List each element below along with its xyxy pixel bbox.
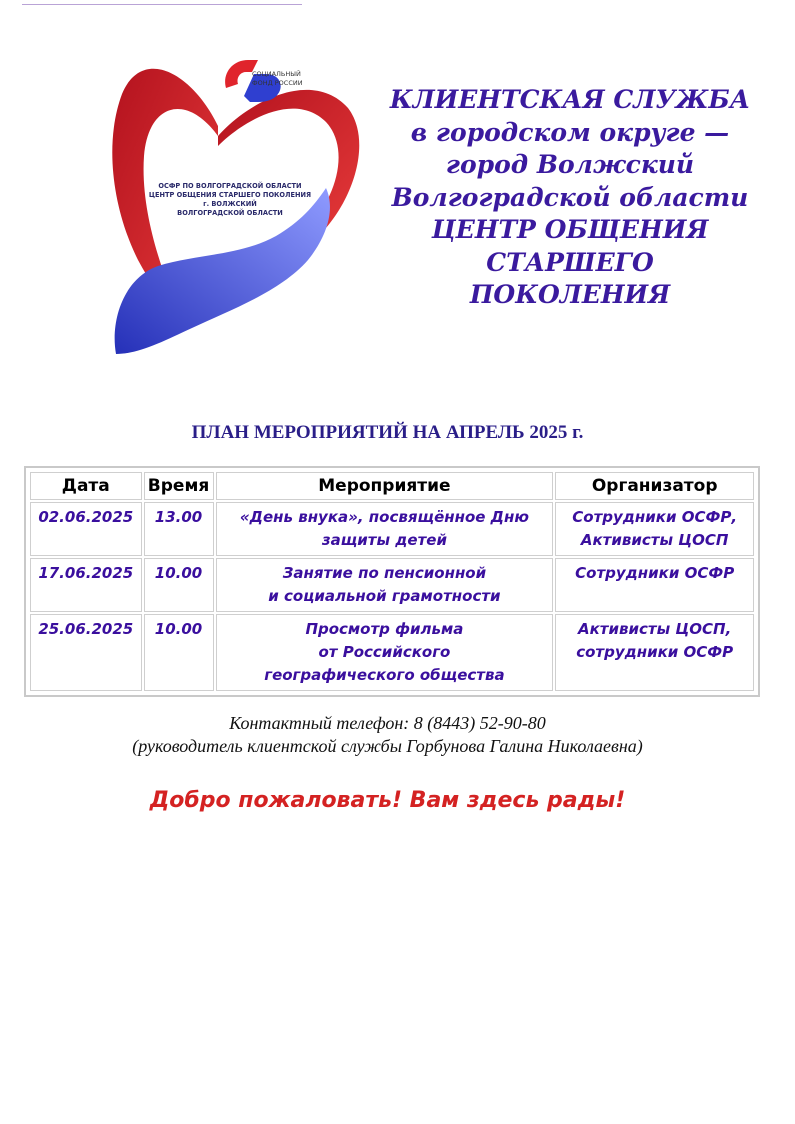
- logo-org-line-3: г. ВОЛЖСКИЙ: [203, 200, 257, 208]
- column-header-event: Мероприятие: [216, 472, 554, 500]
- column-header-date: Дата: [30, 472, 142, 500]
- cell-event: [216, 558, 554, 612]
- organizer-line: Сотрудники ОСФР: [575, 564, 735, 582]
- header-line: город Волжский: [445, 150, 695, 179]
- cell-time: 10.00: [144, 558, 214, 612]
- header-line: ПОКОЛЕНИЯ: [469, 280, 671, 309]
- event-line: защиты детей: [321, 531, 447, 549]
- table-row: [30, 614, 754, 691]
- cell-time: 10.00: [144, 614, 214, 691]
- cell-organizer: [555, 614, 754, 691]
- column-header-organizer: Организатор: [555, 472, 754, 500]
- cell-time: 13.00: [144, 502, 214, 556]
- logo-brand-line-2: ФОНД РОССИИ: [252, 79, 303, 87]
- column-header-time: Время: [144, 472, 214, 500]
- sfr-heart-logo: [100, 38, 370, 368]
- cell-date: 17.06.2025: [30, 558, 142, 612]
- organizer-line: сотрудники ОСФР: [576, 643, 734, 661]
- contact-phone: Контактный телефон: 8 (8443) 52-90-80: [229, 713, 546, 733]
- cell-date: 02.06.2025: [30, 502, 142, 556]
- header-line: в городском округе —: [410, 117, 730, 147]
- contact-manager: (руководитель клиентской службы Горбунова Галина Николаевна): [132, 736, 643, 756]
- cell-event: [216, 614, 554, 691]
- table-row: [30, 502, 754, 556]
- header-line: СТАРШЕГО: [486, 247, 654, 277]
- cell-organizer: [555, 502, 754, 556]
- logo-brand-line-1: СОЦИАЛЬНЫЙ: [252, 70, 301, 78]
- header-line: КЛИЕНТСКАЯ СЛУЖБА: [389, 85, 751, 114]
- logo-org-line-4: ВОЛГОГРАДСКОЙ ОБЛАСТИ: [177, 209, 283, 217]
- logo-org-line-1: ОСФР ПО ВОЛГОГРАДСКОЙ ОБЛАСТИ: [158, 182, 302, 190]
- table-header-row: [30, 472, 754, 500]
- event-line: географического общества: [264, 666, 505, 684]
- header-line: Волгоградской области: [391, 182, 749, 212]
- cell-event: [216, 502, 554, 556]
- contact-block: [0, 712, 775, 758]
- event-line: Просмотр фильма: [305, 620, 464, 638]
- organizer-line: Сотрудники ОСФР,: [572, 508, 738, 526]
- cell-organizer: [555, 558, 754, 612]
- events-table: [24, 466, 760, 697]
- cell-date: 25.06.2025: [30, 614, 142, 691]
- event-line: от Российского: [318, 643, 451, 661]
- header-title: [385, 84, 755, 312]
- heart-right-stroke: [218, 90, 359, 242]
- top-divider: [22, 4, 302, 5]
- organizer-line: Активисты ЦОСП: [580, 531, 729, 549]
- event-line: Занятие по пенсионной: [282, 564, 487, 582]
- welcome-message: Добро пожаловать! Вам здесь рады!: [149, 788, 626, 813]
- plan-title: ПЛАН МЕРОПРИЯТИЙ НА АПРЕЛЬ 2025 г.: [191, 422, 584, 443]
- logo-org-line-2: ЦЕНТР ОБЩЕНИЯ СТАРШЕГО ПОКОЛЕНИЯ: [148, 191, 312, 199]
- header-line: ЦЕНТР ОБЩЕНИЯ: [431, 215, 709, 244]
- organizer-line: Активисты ЦОСП,: [578, 620, 732, 638]
- table-row: [30, 558, 754, 612]
- event-line: и социальной грамотности: [268, 587, 501, 605]
- event-line: «День внука», посвящённое Дню: [239, 508, 529, 526]
